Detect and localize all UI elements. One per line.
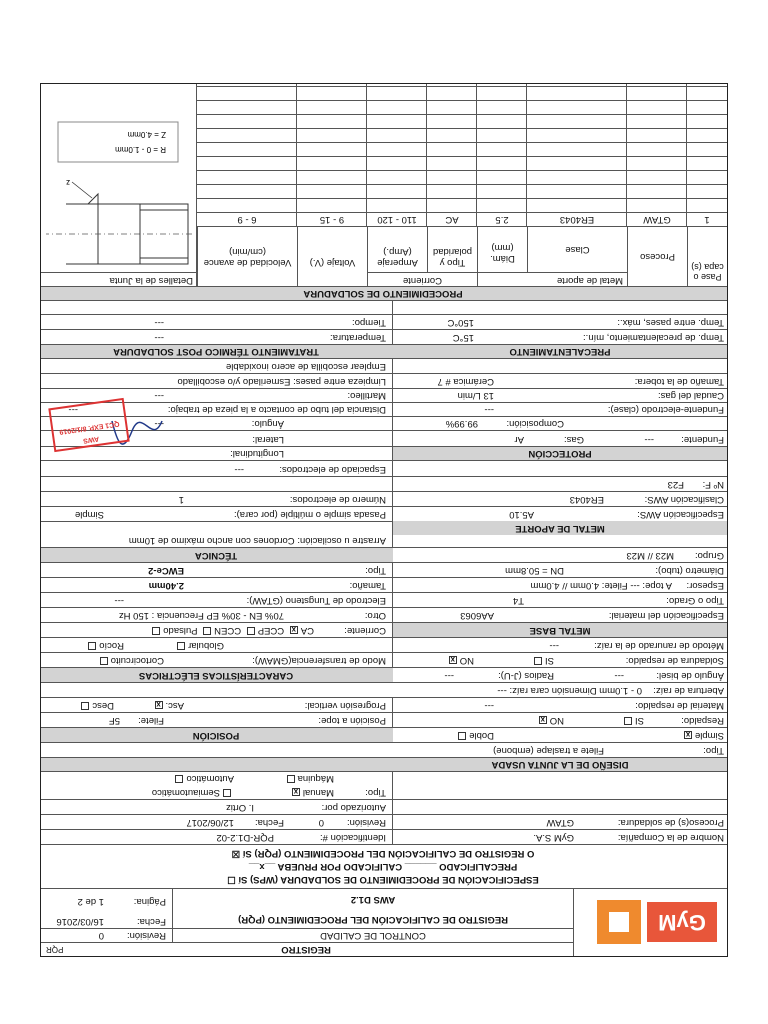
- revision-label: Revisión:: [126, 930, 166, 941]
- respaldo-si-label: SI: [635, 715, 644, 726]
- corriente-ccen-label: CCEN: [214, 625, 242, 636]
- proceso-value: GTAW: [546, 817, 574, 828]
- registro-title: REGISTRO: [281, 944, 331, 955]
- angulo-row: [41, 667, 727, 682]
- procedimiento-section-title: PROCEDIMIENTO DE SOLDADURA: [303, 288, 463, 299]
- metal-aporte-section-title: METAL DE APORTE: [393, 521, 727, 535]
- diseno-tipo-label: Tipo:: [703, 745, 724, 756]
- col-voltaje: Voltaje (V.): [297, 226, 367, 286]
- pagina-value: 1 de 2: [77, 896, 104, 907]
- filete-value: 5F: [108, 715, 120, 726]
- spec-title-block: [41, 844, 727, 888]
- logo-text: GyM: [647, 902, 717, 942]
- radios-value: ---: [444, 670, 454, 681]
- desc-label: Desc: [92, 700, 114, 711]
- angulo-value: ---: [154, 418, 164, 429]
- table-row-empty: [197, 184, 727, 198]
- fundente-value: ---: [644, 434, 654, 445]
- radios-label: Radios (J-U):: [498, 670, 554, 681]
- pasada-value: Simple: [74, 509, 104, 520]
- diametro-label: Diámetro (tubo):: [655, 565, 724, 576]
- proteccion-section-title: PROTECCIÓN: [393, 447, 727, 460]
- autorizado-row: [41, 799, 727, 814]
- posicion-section-title: POSICIÓN: [40, 728, 393, 742]
- grupo-label: Grupo:: [694, 550, 724, 561]
- arrastre-text: Arrastre u oscilación: Cordones con ancho máximo de 10mm: [128, 535, 386, 546]
- respaldo-si[interactable]: [587, 713, 647, 727]
- nombre-label: Nombre de la Compañía:: [617, 832, 724, 843]
- cell-amperaje: 110 - 120: [377, 214, 417, 225]
- spec-line-1: ESPECIFICACIÓN DE PROCEDIMIENTO DE SOLDADURA (WPS) Sí ☐: [227, 874, 539, 885]
- soldadura-respaldo-label: Soldadura de respaldo:: [625, 655, 724, 666]
- cell-diam: 2.5: [495, 214, 509, 225]
- checkbox-icon[interactable]: [81, 702, 89, 710]
- proceso-label: Proceso(s) de soldadura:: [617, 817, 724, 828]
- tipo-maquina[interactable]: [267, 771, 337, 785]
- joint-detail-drawing: [40, 83, 196, 272]
- table-row-empty: [197, 114, 727, 128]
- metodo-value: ---: [549, 640, 559, 651]
- electrodo-tipo-value: EWCe-2: [148, 565, 184, 576]
- col-proceso: Proceso: [627, 226, 687, 286]
- ident-value: PQR-D1.2-02: [216, 832, 274, 843]
- tipo-semiautomatico-label: Semiautomático: [151, 787, 220, 798]
- respaldo-no[interactable]: [507, 713, 567, 727]
- revision-value: 0: [98, 930, 104, 941]
- electrodo-tipo-label: Tipo:: [365, 565, 386, 576]
- revision2-label: Revisión:: [346, 817, 386, 828]
- angulo-bisel-label: Ángulo de bisel:: [656, 670, 724, 681]
- header-row-registro: [40, 942, 573, 956]
- corriente-pulsado-label: Pulsado: [163, 625, 198, 636]
- numero-electrodos-label: Número de electrodos:: [289, 494, 386, 505]
- cell-voltaje: 9 - 15: [319, 214, 345, 225]
- modo-globular[interactable]: [157, 638, 227, 652]
- cell-velocidad: 6 - 9: [237, 214, 257, 225]
- joint-drawing-svg: [40, 83, 196, 272]
- pqr-code: PQR: [46, 945, 64, 954]
- precal-section-title: PRECALENTAMIENTO: [393, 345, 727, 358]
- diseno-tipo-value: Filete a traslape (embone): [493, 745, 604, 756]
- spec-line-2: PRECALIFICADO ______ CALIFICADO POR PRUEBA __x__: [248, 861, 518, 872]
- checkbox-checked-icon[interactable]: x: [293, 787, 299, 796]
- espec-aws-value: A5.10: [509, 509, 534, 520]
- espec-material-row: [41, 607, 727, 622]
- tipo-automatico[interactable]: [127, 771, 237, 785]
- col-tipo-polaridad: Tipo y polaridad: [427, 226, 477, 272]
- table-row-empty: [197, 198, 727, 212]
- col-velocidad: Velocidad de avance (cm/min): [197, 226, 297, 286]
- lateral-label: Lateral:: [252, 434, 284, 445]
- tamano-label: Tamaño:: [349, 580, 386, 591]
- termico-section-title: TRATAMIENTO TÉRMICO POST SOLDADURA: [40, 345, 393, 358]
- stamp-line-1: AWS: [82, 434, 100, 444]
- logo-square-icon: [597, 900, 641, 944]
- doble-option[interactable]: [397, 728, 497, 742]
- material-row: [41, 697, 727, 712]
- cell-pase: 1: [704, 214, 710, 225]
- spec-line-3: O REGISTRO DE CALIFICACIÓN DEL PROCEDIMIENTO (PQR) Sí ☒: [231, 848, 535, 859]
- precal-temp-value: 15°C: [452, 332, 474, 343]
- metal-aporte-header-row: [41, 521, 727, 547]
- tobera-label: Tamaño de la tobera:: [634, 376, 724, 387]
- espec-material-value: AA6063: [460, 610, 494, 621]
- tamano-value: 2.40mm: [148, 580, 184, 591]
- autorizado-label: Autorizado por:: [321, 802, 386, 813]
- tipo-grado-value: T4: [512, 595, 524, 606]
- col-pase: Pase o capa (s): [687, 226, 727, 286]
- table-row-empty: [197, 142, 727, 156]
- tobera-value: Cerámica # 7: [437, 376, 494, 387]
- desc-option[interactable]: [57, 698, 117, 712]
- otro-value: 70% EN - 30% EP Frecuencia : 150 Hz: [118, 610, 284, 621]
- espesor-value: A tope: --- Filete: 4.0mm // 4.0mm: [530, 580, 672, 591]
- fe-label: Fundente-electrodo (clase):: [607, 404, 724, 415]
- composicion-label: Composición:: [506, 418, 564, 429]
- nf-row: [41, 476, 727, 491]
- ident-label: Identificación #:: [319, 832, 386, 843]
- asc-option[interactable]: [137, 698, 187, 712]
- grupo-value: M23 // M23: [626, 550, 674, 561]
- checkbox-checked-icon[interactable]: x: [291, 625, 297, 634]
- espesor-row: [41, 577, 727, 592]
- pos-tope-label: Posición a tope:: [318, 715, 386, 726]
- corriente-ca-label: CA: [300, 625, 314, 636]
- fecha-value: 16/03/2016: [56, 916, 104, 927]
- revision2-value: 0: [318, 817, 324, 828]
- modo-cortocircuito[interactable]: [47, 653, 167, 667]
- limpieza-value-row: [41, 358, 727, 373]
- tipo-automatico-label: Automático: [186, 773, 234, 784]
- autorizado-value: I. Ortiz: [226, 802, 254, 813]
- numero-electrodos-value: 1: [178, 494, 184, 505]
- nf-value: F23: [667, 479, 684, 490]
- respaldo-label: Respaldo:: [681, 715, 724, 726]
- tipo-grado-row: [41, 592, 727, 607]
- tiempo-label: Tiempo:: [352, 317, 386, 328]
- entre-pases-value: 150°C: [447, 317, 474, 328]
- company-logo: [573, 888, 727, 956]
- pasada-label: Pasada simple o múltiple (por cara):: [233, 509, 386, 520]
- diseno-tipo-row: [41, 742, 727, 757]
- clasif-aws-label: Clasificación AWS:: [644, 494, 724, 505]
- temperatura-value: ---: [154, 332, 164, 343]
- material-value: ---: [484, 700, 494, 711]
- tipo-label: Tipo:: [365, 787, 386, 798]
- espec-aws-label: Especificación AWS:: [637, 509, 724, 520]
- tipo-grado-label: Tipo o Grado:: [666, 595, 724, 606]
- simple-label: Simple: [694, 730, 724, 741]
- checkbox-checked-icon[interactable]: x: [540, 715, 545, 724]
- fe-value: ---: [484, 404, 494, 415]
- checkbox-checked-icon[interactable]: x: [156, 700, 161, 709]
- nf-label: Nº F:: [702, 479, 724, 490]
- tipo-manual-label: Manual: [302, 787, 334, 798]
- precal-temp-row: [41, 329, 727, 344]
- caudal-value: 13 L/min: [457, 390, 494, 401]
- modo-rocio-label: Rocío: [99, 640, 124, 651]
- modo-label: Modo de transferencia(GMAW):: [252, 655, 386, 666]
- diseno-section-row: [41, 757, 727, 771]
- limpieza-label: Limpieza entre pases: Esmerilado y/o escobillado: [177, 376, 386, 387]
- progresion-label: Progresión vertical:: [304, 700, 386, 711]
- diseno-section-title: DISEÑO DE LA JUNTA USADA: [491, 759, 629, 770]
- detail-z-label: z: [66, 178, 70, 187]
- tobera-row: [41, 373, 727, 388]
- col-clase: Clase: [527, 226, 627, 272]
- modo-globular-label: Globular: [188, 640, 224, 651]
- abertura-value: 0 - 1.0mm Dimensión cara raíz: ---: [497, 685, 642, 696]
- electricas-section-title: CARACTERÍSTICAS ELÉCTRICAS: [40, 668, 393, 682]
- cell-proceso: GTAW: [643, 214, 671, 225]
- corriente-ccep-label: CCEP: [257, 625, 285, 636]
- corriente-row: [41, 622, 727, 637]
- clasif-aws-value: ER4043: [569, 494, 604, 505]
- checkbox-icon[interactable]: [203, 627, 211, 635]
- checkbox-icon[interactable]: [458, 732, 466, 740]
- diametro-value: DN = 50.8mm: [505, 565, 564, 576]
- sr-si-label: SI: [545, 655, 554, 666]
- inspector-stamp: [47, 391, 167, 451]
- checkbox-icon[interactable]: [152, 627, 160, 635]
- abertura-row: [41, 682, 727, 697]
- detalles-junta-label: Detalles de la Junta: [40, 272, 197, 286]
- table-row-empty: [197, 170, 727, 184]
- espaciado-label: Espaciado de electrodos:: [279, 464, 386, 475]
- tiempo-value: ---: [154, 317, 164, 328]
- table-row: [197, 212, 727, 226]
- longitudinal-label: Longitudinal:: [230, 448, 284, 459]
- modo-rocio[interactable]: [67, 638, 127, 652]
- respaldo-no-label: NO: [549, 715, 564, 726]
- electrodo-label: Electrodo de Tungsteno (GTAW):: [246, 595, 386, 606]
- checkbox-icon[interactable]: [534, 657, 542, 665]
- simple-doble-row: [41, 727, 727, 742]
- espesor-label: Espesor:: [686, 580, 724, 591]
- metodo-row: [41, 637, 727, 652]
- gas-value: Ar: [514, 434, 524, 445]
- martilleo-label: Martilleo:: [347, 390, 386, 401]
- espec-material-label: Especificación del material:: [608, 610, 724, 621]
- distancia-label: Distancia del tubo de contacto a la pieza de trabajo:: [167, 404, 386, 415]
- otro-label: Otro:: [364, 610, 386, 621]
- stamp-line-2: QC1 EXP. 8/1/2019: [58, 419, 120, 436]
- respaldo-row: [41, 712, 727, 727]
- filete-label: Filete:: [138, 715, 164, 726]
- proceso-row: [41, 814, 727, 829]
- procedimiento-header-row: [41, 286, 727, 300]
- tecnica-section-title: TÉCNICA: [40, 548, 393, 562]
- fecha2-label: Fecha:: [254, 817, 284, 828]
- sr-no[interactable]: [427, 653, 477, 667]
- header-row-control: [40, 928, 573, 942]
- header-row-title: [40, 888, 573, 928]
- checkbox-icon[interactable]: [287, 775, 295, 783]
- entre-pases-label: Temp. entre pases, máx.:: [617, 317, 724, 328]
- control-calidad: CONTROL DE CALIDAD: [320, 930, 426, 941]
- tipo-row: [41, 771, 727, 799]
- pqr-standard: AWS D1.2: [350, 894, 396, 905]
- limpieza-value: Emplear escobilla de acero inoxidable: [225, 361, 386, 372]
- espec-aws-row: [41, 506, 727, 521]
- corriente-label: Corriente:: [344, 625, 386, 636]
- precal-temp-label: Temp. de precalentamiento, mín.:: [583, 332, 724, 343]
- grupo-row: [41, 547, 727, 562]
- diametro-row: [41, 562, 727, 577]
- pagina-label: Página:: [133, 896, 166, 907]
- caudal-label: Caudal del gas:: [657, 390, 724, 401]
- sr-si[interactable]: [507, 653, 557, 667]
- table-row-empty: [197, 156, 727, 170]
- checkbox-icon[interactable]: [223, 789, 231, 797]
- pqr-title: REGISTRO DE CALIFICACIÓN DEL PROCEDIMIENTO (PQR): [238, 914, 508, 925]
- metal-aporte-group: Metal de aporte: [477, 272, 627, 286]
- clasif-aws-row: [41, 491, 727, 506]
- col-diam: Diám. (mm): [477, 226, 527, 272]
- detail-z-value: Z = 4.0mm: [127, 130, 166, 139]
- company-row: [41, 829, 727, 844]
- gas-label: Gas:: [563, 434, 584, 445]
- sr-no-label: NO: [459, 655, 474, 666]
- modo-cortocircuito-label: Cortocircuito: [110, 655, 164, 666]
- precal-header-row: [41, 344, 727, 358]
- checkbox-icon[interactable]: [624, 717, 632, 725]
- detail-r-label: R = 0 - 1.0mm: [115, 145, 166, 154]
- angulo-bisel-value: ---: [614, 670, 624, 681]
- electrodo-value: ---: [114, 595, 124, 606]
- pqr-form: [40, 83, 728, 957]
- angulo-label: Ángulo:: [251, 418, 284, 429]
- checkbox-icon[interactable]: [177, 642, 185, 650]
- entre-pases-row: [41, 314, 727, 329]
- checkbox-icon[interactable]: [175, 775, 183, 783]
- espaciado-row: [41, 460, 727, 476]
- table-row-empty: [197, 128, 727, 142]
- cell-polaridad: AC: [445, 214, 459, 225]
- soldadura-respaldo-row: [41, 652, 727, 667]
- checkbox-checked-icon[interactable]: x: [685, 730, 691, 739]
- tipo-maquina-label: Máquina: [297, 773, 334, 784]
- checkbox-icon[interactable]: [100, 657, 108, 665]
- simple-option[interactable]: [627, 728, 727, 742]
- asc-label: Asc.: [165, 700, 184, 711]
- abertura-label: Abertura de raíz:: [653, 685, 724, 696]
- corriente-group: Corriente: [367, 272, 477, 286]
- distancia-value: ---: [68, 404, 78, 415]
- nombre-value: GyM S.A.: [533, 832, 574, 843]
- col-amperaje: Amperaje (Amp.): [367, 226, 427, 272]
- fecha2-value: 12/06/2017: [186, 817, 234, 828]
- composicion-value: 99.99%: [445, 418, 478, 429]
- fundente-label: Fundente:: [681, 434, 724, 445]
- fecha-label: Fecha:: [136, 916, 166, 927]
- checkbox-icon[interactable]: [88, 642, 96, 650]
- checkbox-checked-icon[interactable]: x: [450, 655, 455, 664]
- table-row-empty: [197, 86, 727, 100]
- doble-label: Doble: [469, 730, 494, 741]
- corriente-options[interactable]: [47, 623, 317, 637]
- metal-base-section-title: METAL BASE: [393, 623, 727, 637]
- espaciado-value: ---: [234, 464, 244, 475]
- checkbox-icon[interactable]: [247, 627, 255, 635]
- temperatura-label: Temperatura:: [330, 332, 386, 343]
- blank-row: [41, 300, 727, 314]
- cell-clase: ER4043: [559, 214, 595, 225]
- table-row-empty: [197, 100, 727, 114]
- martilleo-value: ---: [154, 390, 164, 401]
- metodo-label: Método de ranurado de la raíz:: [594, 640, 724, 651]
- procedimiento-table: [40, 83, 727, 286]
- material-label: Material de respaldo:: [635, 700, 724, 711]
